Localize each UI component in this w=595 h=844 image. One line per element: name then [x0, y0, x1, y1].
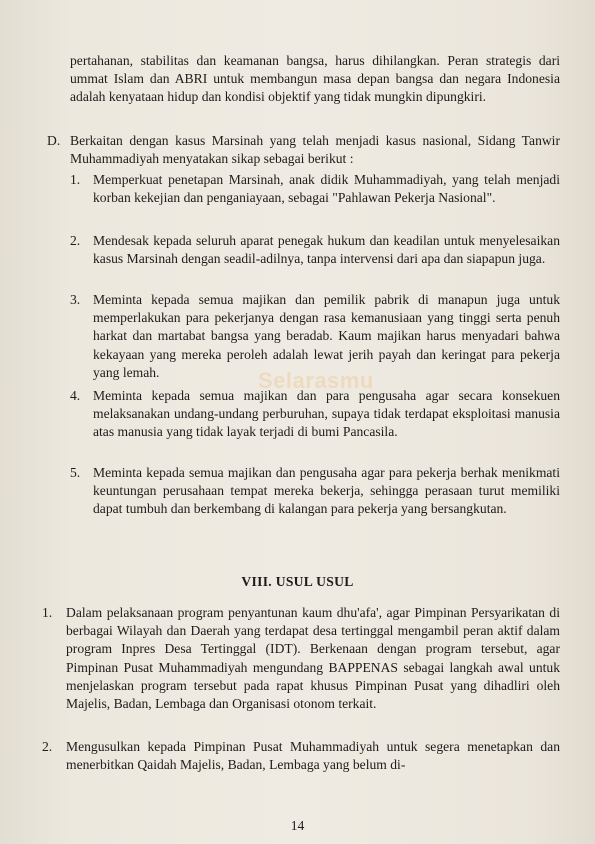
- section-heading: VIII. USUL USUL: [241, 574, 354, 589]
- usul-item-text: Dalam pelaksanaan program penyantunan kaum dhu'afa', agar Pimpinan Persyarikatan di berbagai Wilayah dan Daerah yang terdapat desa tertinggal mengambil peran aktif dalam program Inpres Desa Tertinggal (IDT). Berkenaan dengan program tersebut, agar Pimpinan Pusat Muhammadiyah mengundang BAPPENAS sebagai langkah awal untuk menjelaskan program tersebut pada rapat khusus Pimpinan Pusat yang dihadliri oleh Majelis, Badan, Lembaga dan Organisasi otonom terkait.: [66, 605, 560, 712]
- list-item-text: Meminta kepada semua majikan dan pengusaha agar para pekerja berhak menikmati keuntungan perusahaan tempat mereka bekerja, sehingga perasaan turut memiliki dapat tumbuh dan berkembang di kalangan para pekerja yang bersangkutan.: [93, 465, 560, 517]
- usul-item-text: Mengusulkan kepada Pimpinan Pusat Muhammadiyah untuk segera menetapkan dan menerbitkan Qaidah Majelis, Badan, Lembaga yang belum di-: [66, 739, 560, 773]
- list-item-text: Meminta kepada semua majikan dan para pengusaha agar secara konsekuen melaksanakan undang-undang perburuhan, supaya tidak terdapat eksploitasi manusia atas manusia yang tidak layak terjadi di bumi Pancasila.: [93, 388, 560, 440]
- list-item-text: Memperkuat penetapan Marsinah, anak didik Muhammadiyah, yang telah menjadi korban kekejian dan penganiayaan, sebagai "Pahlawan Pekerja Nasional".: [93, 172, 560, 206]
- list-item-marker: 3.: [70, 292, 81, 307]
- watermark-text: Selarasmu: [258, 368, 374, 393]
- section-d-text: Berkaitan dengan kasus Marsinah yang telah menjadi kasus nasional, Sidang Tanwir Muhammadiyah menyatakan sikap sebagai berikut :: [70, 133, 560, 167]
- list-item-text: Mendesak kepada seluruh aparat penegak hukum dan keadilan untuk menyelesaikan kasus Marsinah dengan seadil-adilnya, tanpa intervensi dari apa dan siapapun juga.: [93, 233, 560, 267]
- intro-paragraph: pertahanan, stabilitas dan keamanan bangsa, harus dihilangkan. Peran strategis dari ummat Islam dan ABRI untuk membangun masa depan bangsa dan negara Indonesia adalah kenyataan hidup dan kondisi objektif yang tidak mungkin dipungkiri.: [70, 53, 560, 105]
- section-d-marker: D.: [47, 133, 61, 148]
- list-item-marker: 4.: [70, 388, 81, 403]
- usul-item-marker: 1.: [42, 605, 53, 620]
- list-item-marker: 5.: [70, 465, 81, 480]
- list-item-marker: 2.: [70, 233, 81, 248]
- list-item-text: Meminta kepada semua majikan dan pemilik pabrik di manapun juga untuk memperlakukan para pekerjanya dengan rasa kemanusiaan yang tinggi serta penuh harkat dan martabat bangsa yang beradab. Kaum majikan harus menyadari bahwa kekayaan yang mereka peroleh adalah lewat jerih payah dan keringat para pekerja yang lemah.: [93, 292, 560, 380]
- usul-item-marker: 2.: [42, 739, 53, 754]
- page-number: 14: [290, 818, 305, 833]
- list-item-marker: 1.: [70, 172, 81, 187]
